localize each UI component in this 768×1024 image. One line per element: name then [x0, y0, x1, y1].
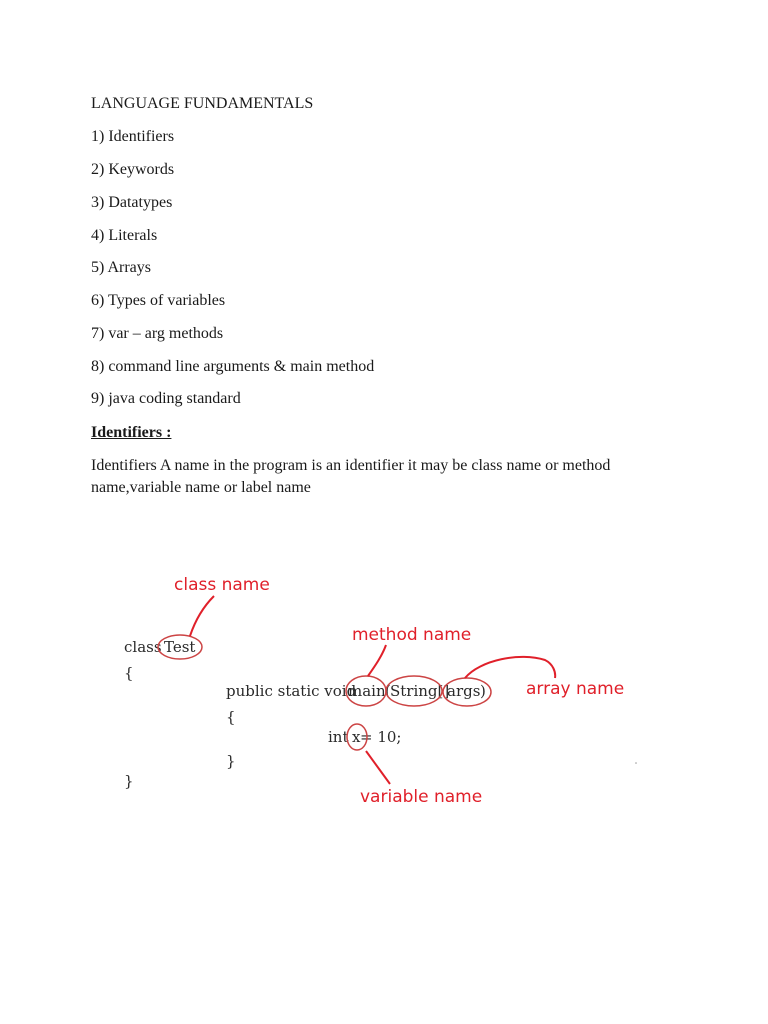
code-param-open: (	[385, 682, 391, 700]
code-open-brace: {	[124, 664, 134, 682]
code-method-open-brace: {	[226, 708, 236, 726]
list-item: 7) var – arg methods	[91, 325, 224, 342]
class-name-pointer	[190, 596, 214, 636]
code-class-name: Test	[164, 638, 196, 656]
code-method-name: main	[348, 682, 386, 700]
list-item: 9) java coding standard	[91, 390, 241, 407]
method-name-label: method name	[352, 625, 472, 645]
variable-name-label: variable name	[360, 787, 483, 807]
class-name-label: class name	[174, 575, 270, 595]
code-statement-prefix: int	[328, 728, 349, 746]
code-statement-suffix: = 10;	[360, 728, 402, 746]
list-item: 2) Keywords	[91, 161, 175, 178]
code-method-close-brace: }	[226, 752, 236, 770]
code-method-signature: public static void	[226, 682, 357, 700]
list-item: 4) Literals	[91, 227, 158, 244]
array-name-pointer	[465, 657, 555, 678]
list-item: 8) command line arguments & main method	[91, 358, 375, 375]
list-item: 1) Identifiers	[91, 128, 175, 145]
section-paragraph: Identifiers A name in the program is an identifier it may be class name or method name,variable name or label name	[91, 457, 611, 496]
code-param-name: args	[447, 682, 481, 700]
section-heading: Identifiers :	[91, 424, 172, 441]
page-title: LANGUAGE FUNDAMENTALS	[91, 95, 314, 112]
code-param-close: )	[480, 682, 486, 700]
list-item: 5) Arrays	[91, 259, 151, 276]
array-name-label: array name	[526, 679, 625, 699]
code-param-type: String[]	[390, 682, 450, 700]
list-item: 6) Types of variables	[91, 292, 226, 309]
method-name-pointer	[368, 645, 386, 676]
stray-dot	[635, 762, 637, 764]
code-variable-name: x	[352, 728, 361, 746]
variable-name-pointer	[366, 751, 390, 784]
code-class-keyword: class	[124, 638, 162, 656]
list-item: 3) Datatypes	[91, 194, 173, 211]
code-close-brace: }	[124, 772, 134, 790]
